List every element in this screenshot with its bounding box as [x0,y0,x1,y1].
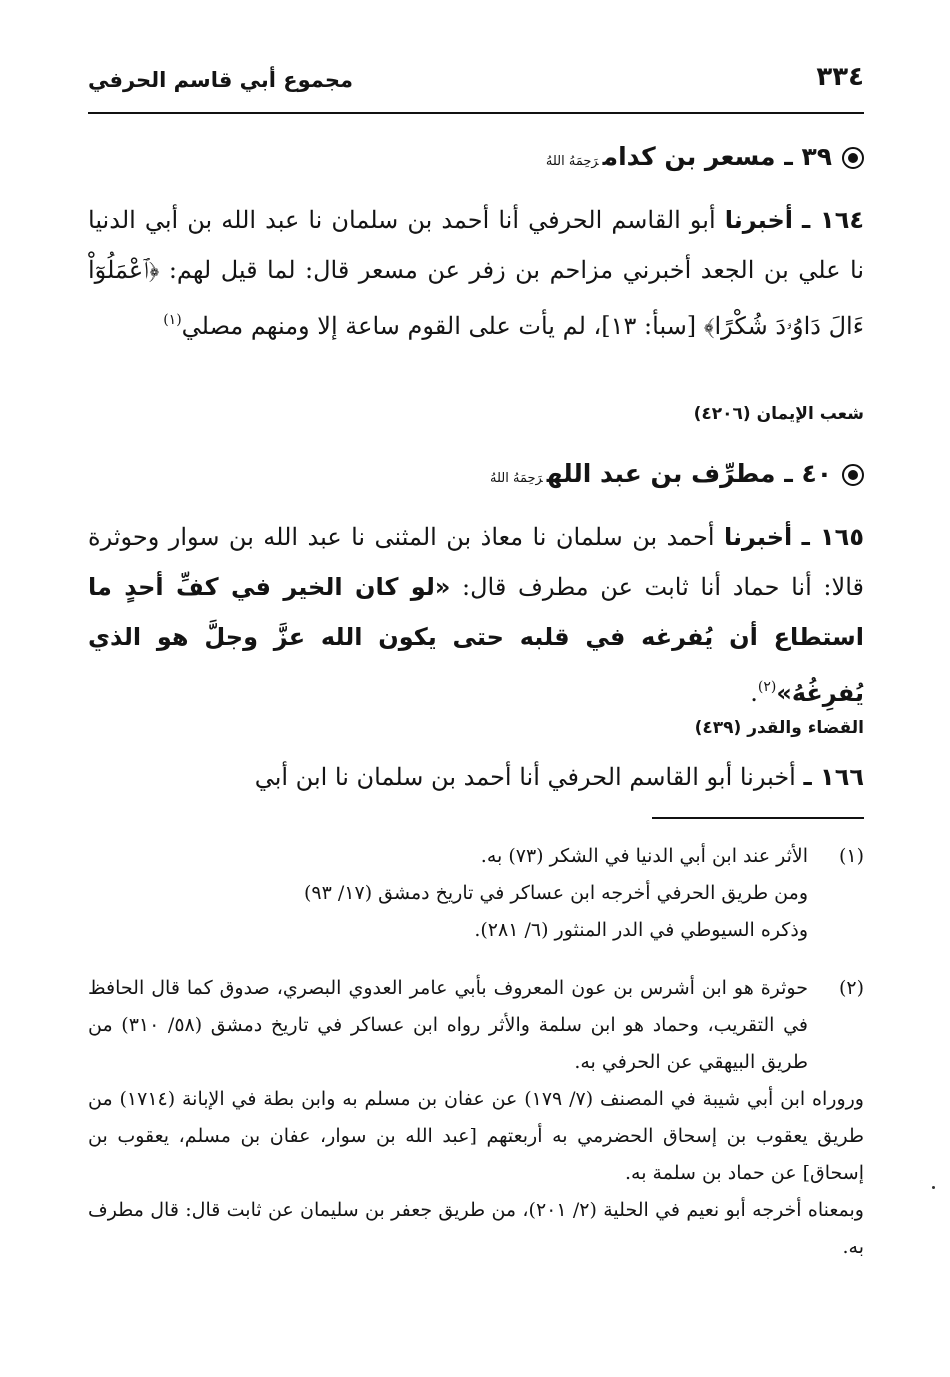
end-period: . [750,679,758,707]
hadith-number: ١٦٦ ـ [803,763,864,791]
footnote-number: (٢) [838,977,864,999]
footnote-mark: (٢) [757,679,777,695]
footnote-paragraph: وبمعناه أخرجه أبو نعيم في الحلية (٢/ ٢٠١)، من طريق جعفر بن سليمان عن ثابت قال: قال مطرف به. [88,1199,864,1258]
footnote-line: ومن طريق الحرفي أخرجه ابن عساكر في تاريخ دمشق (١٧/ ٩٣) [303,882,808,904]
section-number: ٣٩ ـ [784,142,832,171]
honorific: رَحِمَهُ اللهُ [545,154,599,169]
footnote-number: (١) [838,845,864,867]
honorific: رَحِمَهُ اللهُ [490,471,543,486]
footnote-separator [652,817,864,819]
hadith-164 [88,195,864,351]
page-number: ٣٣٤ [816,62,864,92]
footnote-paragraph: حوثرة هو ابن أشرس بن عون المعروف بأبي عامر العدوي البصري، صدوق كما قال الحافظ في التقريب، وحماد هو ابن سلمة والأثر رواه ابن عساكر في تاريخ دمشق (٥٨/ ٣١٠) من طريق البيهقي عن الحرفي به. [88,977,808,1073]
footnote-2 [88,970,864,1266]
section-heading-40 [490,459,864,488]
footnote-1 [88,838,864,949]
source-reference: شعب الإيمان (٤٢٠٦) [693,404,864,424]
footnote-line: الأثر عند ابن أبي الدنيا في الشكر (٧٣) به. [480,845,808,867]
quran-verse: ﴿ٱعْمَلُوٓاْ ءَالَ دَاوُۥدَ شُكْرًا﴾ [88,256,864,340]
hadith-text-continued: [سبأ: ١٣]، لم يأت على القوم ساعة إلا ومنهم مصلي [181,312,697,340]
page-header [88,62,864,102]
footnote-line: وذكره السيوطي في الدر المنثور (٦/ ٢٨١). [474,919,808,941]
hadith-number: ١٦٥ ـ [801,523,864,551]
header-rule [88,112,864,114]
hadith-166 [88,752,864,802]
hadith-text: أخبرنا أبو القاسم الحرفي أنا أحمد بن سلمان نا ابن أبي [254,763,796,791]
footnote-paragraph: وروراه ابن أبي شيبة في المصنف (٧/ ١٧٩) عن عفان بن مسلم به وابن بطة في الإبانة (١٧١٤) من طريق يعقوب بن إسحاق الحضرمي به أربعتهم [عبد الله بن سوار، عفان بن مسلم، يعقوب بن إسحاق] عن حماد بن سلمة به. [88,1088,864,1184]
source-reference: القضاء والقدر (٤٣٩) [694,718,864,738]
section-title: مطرِّف بن عبد الله [546,459,776,488]
hadith-165 [88,512,864,718]
hadith-number: ١٦٤ ـ [802,206,864,234]
section-title: مسعر بن كدام [602,142,776,171]
hadith-text: أبو القاسم الحرفي أنا أحمد بن سلمان نا عبد الله بن أبي الدنيا نا علي بن الجعد أخبرني مزاحم بن زفر عن مسعر قال: لما قيل لهم: [88,206,864,284]
quoted-saying: «لو كان الخير في كفِّ أحدٍ ما استطاع أن يُفرغه في قلبه حتى يكون الله عزَّ وجلَّ هو الذي يُفرِغُهُ» [88,573,864,707]
section-heading-39 [546,142,864,171]
section-number: ٤٠ ـ [784,459,832,488]
running-title: مجموع أبي قاسم الحرفي [88,68,354,92]
flower-ornament-icon [842,147,864,169]
page-speck [932,1186,935,1189]
flower-ornament-icon [842,464,864,486]
footnote-mark: (١) [163,312,182,328]
akhbarana-word: أخبرنا [724,206,793,234]
hadith-text: أحمد بن سلمان نا معاذ بن المثنى نا عبد الله بن سوار وحوثرة قالا: أنا حماد أنا ثابت عن مطرف قال: [88,523,864,601]
akhbarana-word: أخبرنا [723,523,793,551]
